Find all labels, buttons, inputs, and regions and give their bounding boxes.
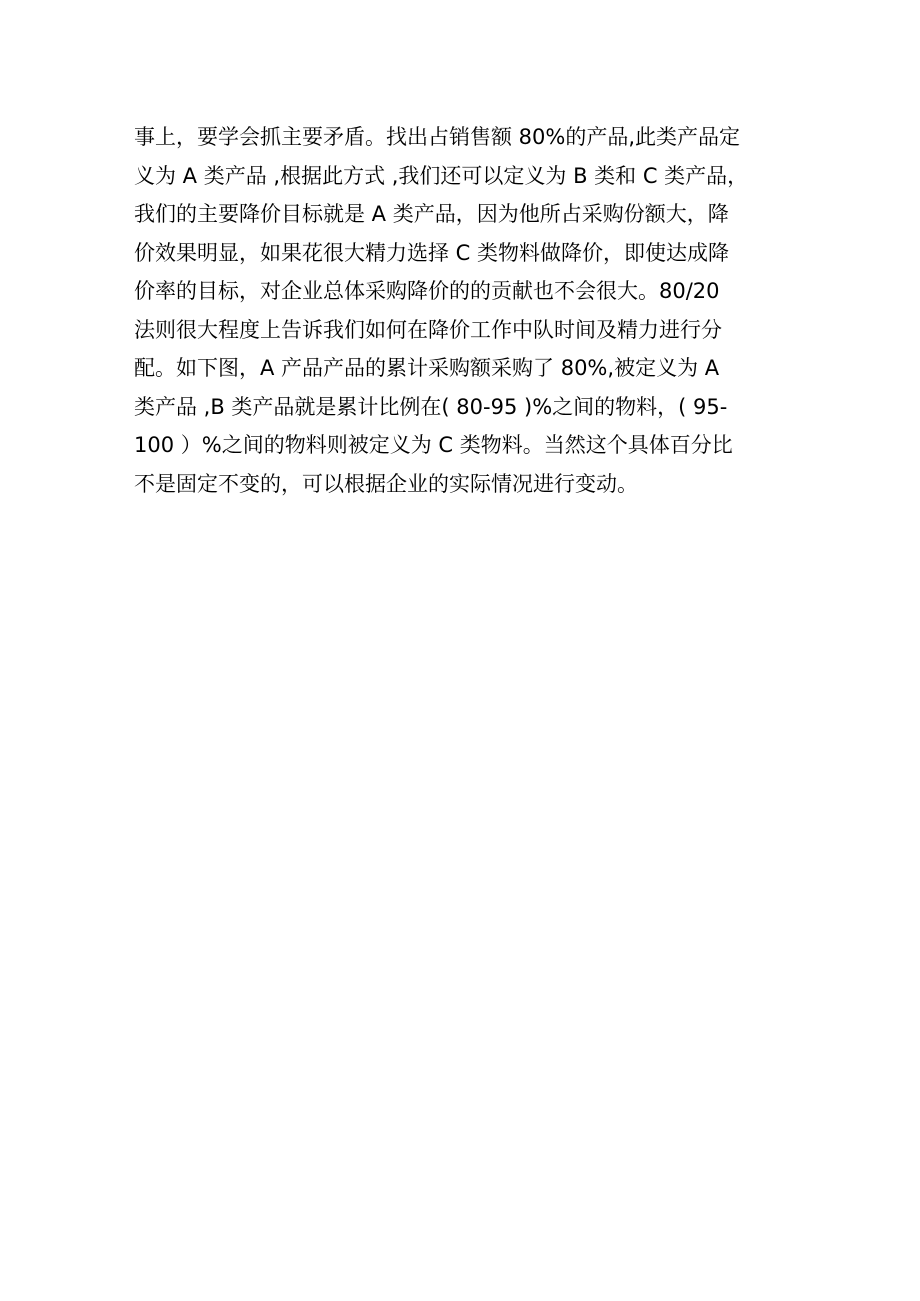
text-line: 100 ）%之间的物料则被定义为 C 类物料。当然这个具体百分比 — [134, 433, 733, 457]
text-line: 义为 A 类产品 ,根据此方式 ,我们还可以定义为 B 类和 C 类产品， — [134, 163, 749, 188]
text-line: 价效果明显，如果花很大精力选择 C 类物料做降价，即使达成降 — [134, 240, 730, 265]
text-line: 配。如下图，A 产品产品的累计采购额采购了 80%,被定义为 A — [134, 356, 720, 380]
text-line: 事上，要学会抓主要矛盾。找出占销售额 80%的产品,此类产品定 — [134, 125, 741, 149]
text-line: 不是固定不变的，可以根据企业的实际情况进行变动。 — [134, 471, 638, 496]
text-line: 我们的主要降价目标就是 A 类产品，因为他所占采购份额大，降 — [134, 202, 729, 226]
text-line: 法则很大程度上告诉我们如何在降价工作中队时间及精力进行分 — [134, 317, 722, 342]
text-line: 类产品 ,B 类产品就是累计比例在( 80-95 )%之间的物料，( 95- — [134, 394, 728, 419]
body-paragraph — [134, 118, 814, 503]
text-line: 价率的目标，对企业总体采购降价的的贡献也不会很大。80/20 — [134, 279, 720, 303]
